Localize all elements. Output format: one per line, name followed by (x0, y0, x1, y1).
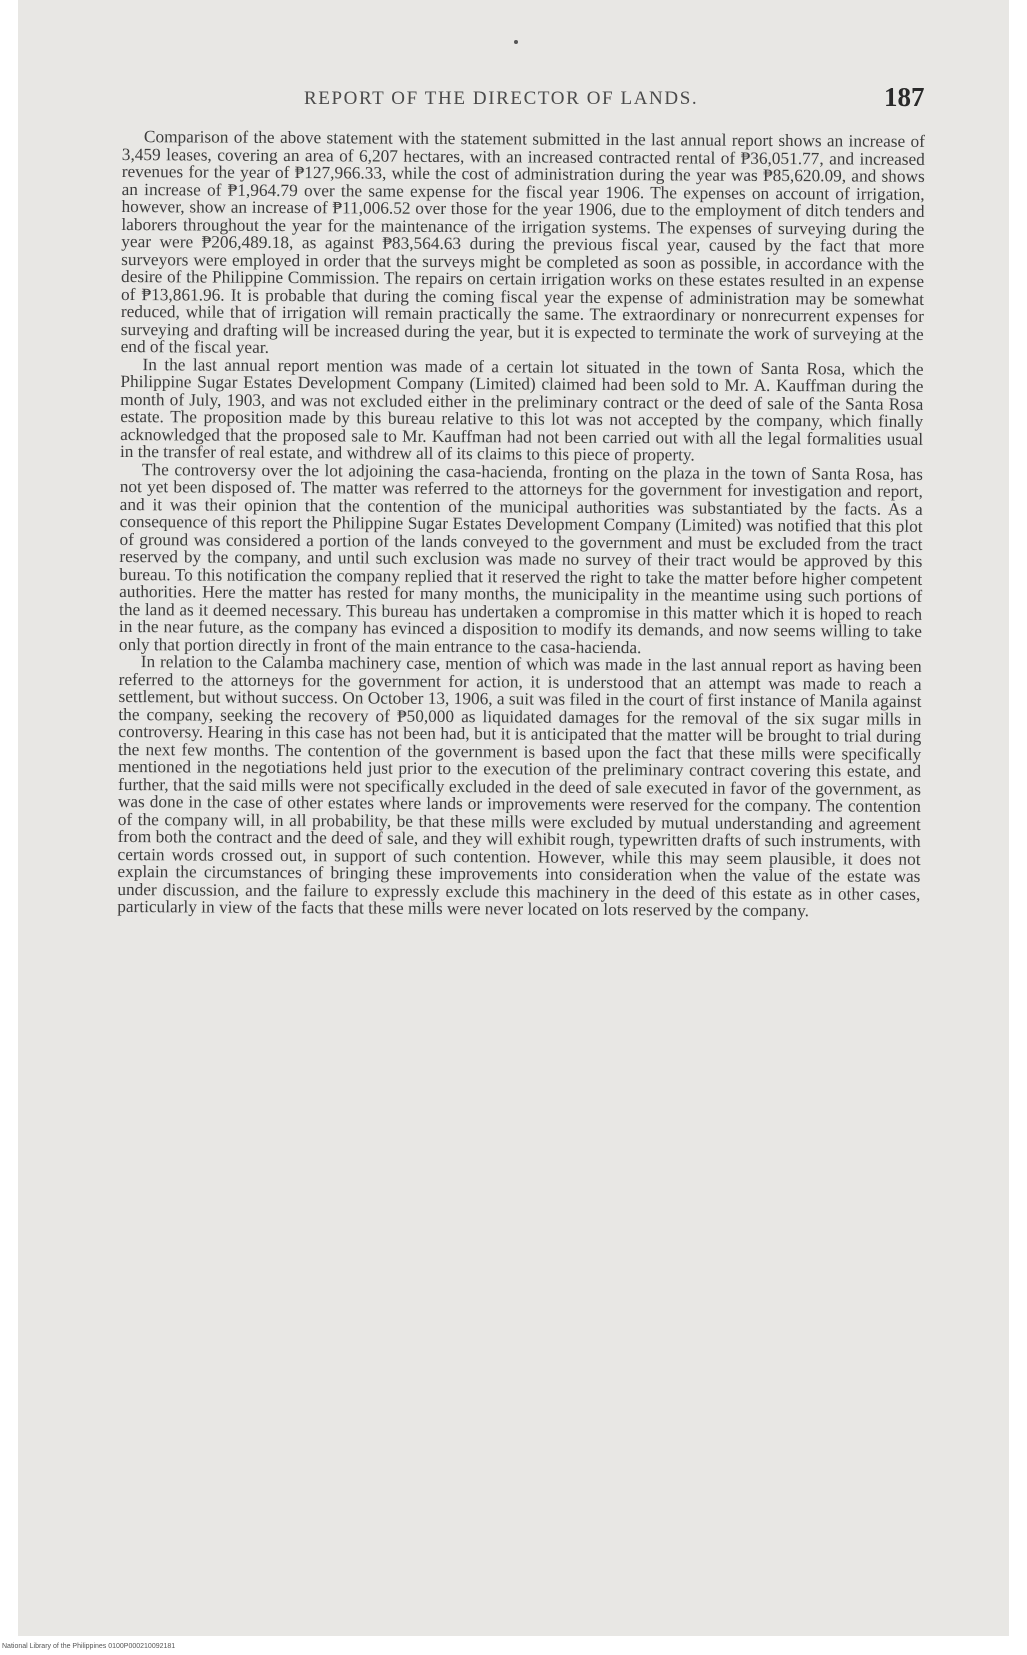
body-text (117, 128, 925, 920)
page-number: 187 (884, 82, 925, 112)
running-head: REPORT OF THE DIRECTOR OF LANDS. (304, 88, 699, 109)
paragraph-casa-hacienda: The controversy over the lot adjoining the casa-hacienda, fronting on the plaza in the town of Santa Rosa, has not yet been disposed of. The matter was referred to the attorneys for the government for investigation and report, and it was their opinion that the contention of the municipal authorities was substantiated by the facts. As a consequence of this report the Philippine Sugar Estates Development Company (Limited) was notified that this plot of ground was considered a portion of the lands conveyed to the government and must be excluded from the tract reserved by the company, and until such exclusion was made no survey of their tract would be approved by this bureau. To this notification the company replied that it reserved the right to take the matter before higher competent authorities. Here the matter has rested for many months, the municipality in the meantime using such portions of the land as it deemed necessary. This bureau has undertaken a compromise in this matter which it is hoped to reach in the near future, as the company has evinced a disposition to modify its demands, and now seems willing to take only that portion directly in front of the main entrance to the casa-hacienda. (118, 459, 923, 657)
ink-speck (514, 40, 518, 44)
scanned-page (18, 0, 1009, 1636)
paragraph-calamba-machinery: In relation to the Calamba machinery case, mention of which was made in the last annual report as having been referred to the attorneys for the government for action, it is understood that an attempt was made to reach a settlement, but without success. On October 13, 1906, a suit was filed in the court of first instance of Manila against the company, seeking the recovery of ₱50,000 as liquidated damages for the removal of the six sugar mills in controversy. Hearing in this case has not been had, but it is anticipated that the matter will be brought to trial during the next few months. The contention of the government is based upon the fact that these mills were specifically mentioned in the negotiations held just prior to the execution of the preliminary contract covering this estate, and further, that the said mills were not specifically excluded in the deed of sale executed in favor of the government, as was done in the case of other estates where lands or improvements were reserved for the company. The contention of the company will, in all probability, be that these mills were excluded by mutual understanding and agreement from both the contract and the deed of sale, and they will exhibit rough, typewritten drafts of such instruments, with certain words crossed out, in support of such contention. However, while this may seem plausible, it does not explain the circumstances of bringing these improvements into consideration when the value of the estate was under discussion, and the failure to expressly exclude this machinery in the deed of this estate as in other cases, particularly in view of the facts that these mills were never located on lots reserved by the company. (117, 652, 922, 921)
paragraph-comparison: Comparison of the above statement with the statement submitted in the last annual report shows an increase of 3,459 leases, covering an area of 6,207 hectares, with an increased contracted rental of ₱36,051.77, and increased revenues for the year of ₱127,966.33, while the cost of administration during the year was ₱85,620.09, and shows an increase of ₱1,964.79 over the same expense for the fiscal year 1906. The expenses on account of irrigation, however, show an increase of ₱11,006.52 over those for the year 1906, due to the employment of ditch tenders and laborers throughout the year for the maintenance of the irrigation systems. The expenses of surveying during the year were ₱206,489.18, as against ₱83,564.63 during the previous fiscal year, caused by the fact that more surveyors were employed in order that the surveys might be completed as soon as possible, in accordance with the desire of the Philippine Commission. The repairs on certain irrigation works on these estates resulted in an expense of ₱13,861.96. It is probable that during the coming fiscal year the expense of administration may be somewhat reduced, while that of irrigation will remain practically the same. The extraordinary or nonrecurrent expenses for surveying and drafting will be increased during the year, but it is expected to terminate the work of surveying at the end of the fiscal year. (120, 127, 925, 357)
paragraph-santa-rosa-lot: In the last annual report mention was made of a certain lot situated in the town of Santa Rosa, which the Philippine Sugar Estates Development Company (Limited) claimed had been sold to Mr. A. Kauffman during the month of July, 1903, and was not excluded either in the preliminary contract or the deed of sale of the Santa Rosa estate. The proposition made by this bureau relative to this lot was not accepted by the company, which finally acknowledged that the proposed sale to Mr. Kauffman had not been carried out with all the legal formalities usual in the transfer of real estate, and withdrew all of its claims to this piece of property. (119, 354, 924, 465)
page-header (18, 82, 1009, 122)
footer-credit: National Library of the Philippines 0100P000210092181 (2, 1643, 176, 1650)
